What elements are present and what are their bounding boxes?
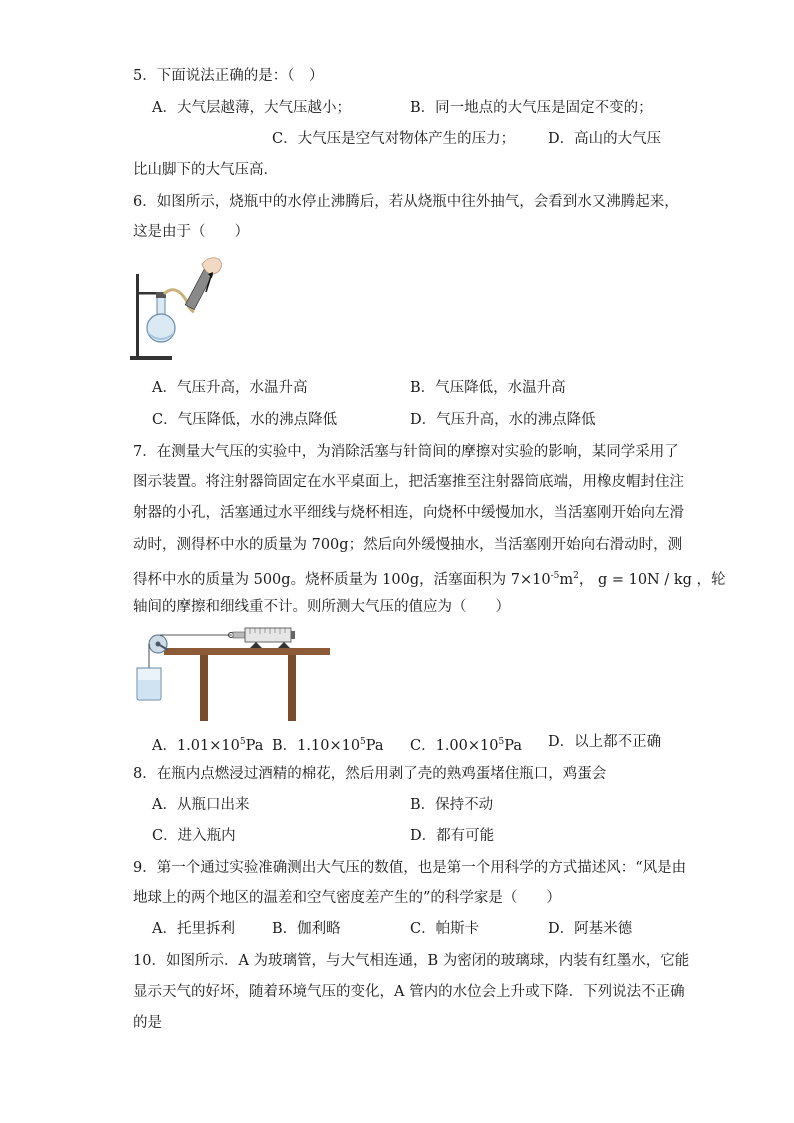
q10-line-3: 的是 [133, 1015, 162, 1031]
q7-option-c-exp: 5 [498, 737, 505, 747]
q7-line-2: 图示装置。将注射器筒固定在水平桌面上，把活塞推至注射器筒底端，用橡皮帽封住注 [133, 474, 684, 490]
q6-option-a: A．气压升高，水温升高 [152, 380, 308, 396]
q9-stem-line-2: 地球上的两个地区的温差和空气密度差产生的”的科学家是（ ） [133, 890, 561, 906]
q7-line-1: 7．在测量大气压的实验中，为消除活塞与针筒间的摩擦对实验的影响，某同学采用了 [133, 444, 679, 460]
q9-option-c: C．帕斯卡 [410, 921, 480, 937]
q7-option-c-value: C．1.00×10 [410, 737, 499, 754]
q5-stem: 5．下面说法正确的是：（ ） [133, 68, 324, 84]
q7-option-b [272, 732, 384, 756]
q7-option-b-unit: Pa [365, 737, 384, 754]
q7-option-d: D．以上都不正确 [548, 734, 662, 750]
q8-option-b: B．保持不动 [410, 797, 494, 813]
q7-unit-m: m [559, 571, 574, 588]
syringe-tip [291, 631, 295, 639]
q5-option-d: D．高山的大气压 [548, 131, 662, 147]
q5-option-d-continued: 比山脚下的大气压高． [133, 162, 278, 178]
q6-option-d: D．气压升高，水的沸点降低 [410, 412, 596, 428]
q8-option-a: A．从瓶口出来 [152, 797, 250, 813]
q10-line-1: 10．如图所示．A 为玻璃管，与大气相连通，B 为密闭的玻璃球，内装有红墨水，它能 [133, 953, 690, 969]
q7-line-3: 射器的小孔，活塞通过水平细线与烧杯相连，向烧杯中缓慢加水，当活塞刚开始向左滑 [133, 505, 684, 521]
syringe-barrel [245, 628, 291, 642]
table-leg-left [200, 655, 208, 721]
q7-option-b-value: B．1.10×10 [272, 737, 361, 754]
q7-option-c-unit: Pa [504, 737, 522, 754]
table-top [164, 648, 330, 655]
q7-option-b-exp: 5 [360, 737, 366, 747]
q7-unit-square: 2 [573, 571, 579, 581]
q7-line-6: 轴间的摩擦和细线重不计。则所测大气压的值应为（ ） [133, 599, 510, 615]
flask-bulb [147, 314, 175, 342]
q7-option-a-value: A．1.01×10 [152, 737, 240, 754]
q7-line-5 [133, 566, 726, 590]
q6-stem-line-2: 这是由于（ ） [133, 224, 249, 240]
q8-stem: 8．在瓶内点燃浸过酒精的棉花，然后用剥了壳的熟鸡蛋堵住瓶口，鸡蛋会 [133, 766, 607, 782]
q7-option-a-exp: 5 [239, 737, 246, 747]
syringe-support-right [278, 642, 290, 648]
syringe-support-left [250, 642, 262, 648]
q6-flask-pump-figure [128, 250, 224, 366]
q8-option-d: D．都有可能 [410, 828, 495, 844]
q6-stem-line-1: 6．如图所示，烧瓶中的水停止沸腾后，若从烧瓶中往外抽气，会看到水又沸腾起来， [133, 194, 679, 210]
q9-option-d: D．阿基米德 [548, 921, 633, 937]
table-leg-right [288, 655, 296, 721]
q7-option-c [410, 732, 522, 756]
q7-exponent: -5 [550, 571, 560, 581]
q8-option-c: C．进入瓶内 [152, 828, 236, 844]
q9-option-b: B．伽利略 [272, 921, 341, 937]
q7-line-5-text: 得杯中水的质量为 500g。烧杯质量为 100g，活塞面积为 7×10 [133, 571, 551, 588]
stand-rod [136, 274, 139, 358]
q5-option-a: A．大气层越薄，大气压越小； [152, 100, 351, 116]
q7-option-a [152, 732, 263, 756]
q7-line-4: 动时，测得杯中水的质量为 700g；然后向外缓慢抽水，当活塞刚开始向右滑动时，测 [133, 537, 683, 553]
q6-option-b: B．气压降低，水温升高 [410, 380, 566, 396]
q6-option-c: C．气压降低，水的沸点降低 [152, 412, 338, 428]
beaker-water [138, 680, 160, 699]
q7-syringe-table-figure [132, 622, 332, 724]
q10-line-2: 显示天气的好坏，随着环境气压的变化，A 管内的水位会上升或下降．下列说法不正确 [133, 984, 685, 1000]
q7-option-a-unit: Pa [245, 737, 264, 754]
q9-option-a: A．托里拆利 [152, 921, 235, 937]
syringe-plunger-rod [233, 632, 245, 638]
q5-option-c: C．大气压是空气对物体产生的压力； [272, 131, 516, 147]
q7-line-5-tail: ， g = 10N / kg ，轮 [578, 571, 726, 588]
q5-option-b: B．同一地点的大气压是固定不变的； [410, 100, 653, 116]
q9-stem-line-1: 9．第一个通过实验准确测出大气压的数值，也是第一个用科学的方式描述风：“风是由 [133, 860, 687, 876]
